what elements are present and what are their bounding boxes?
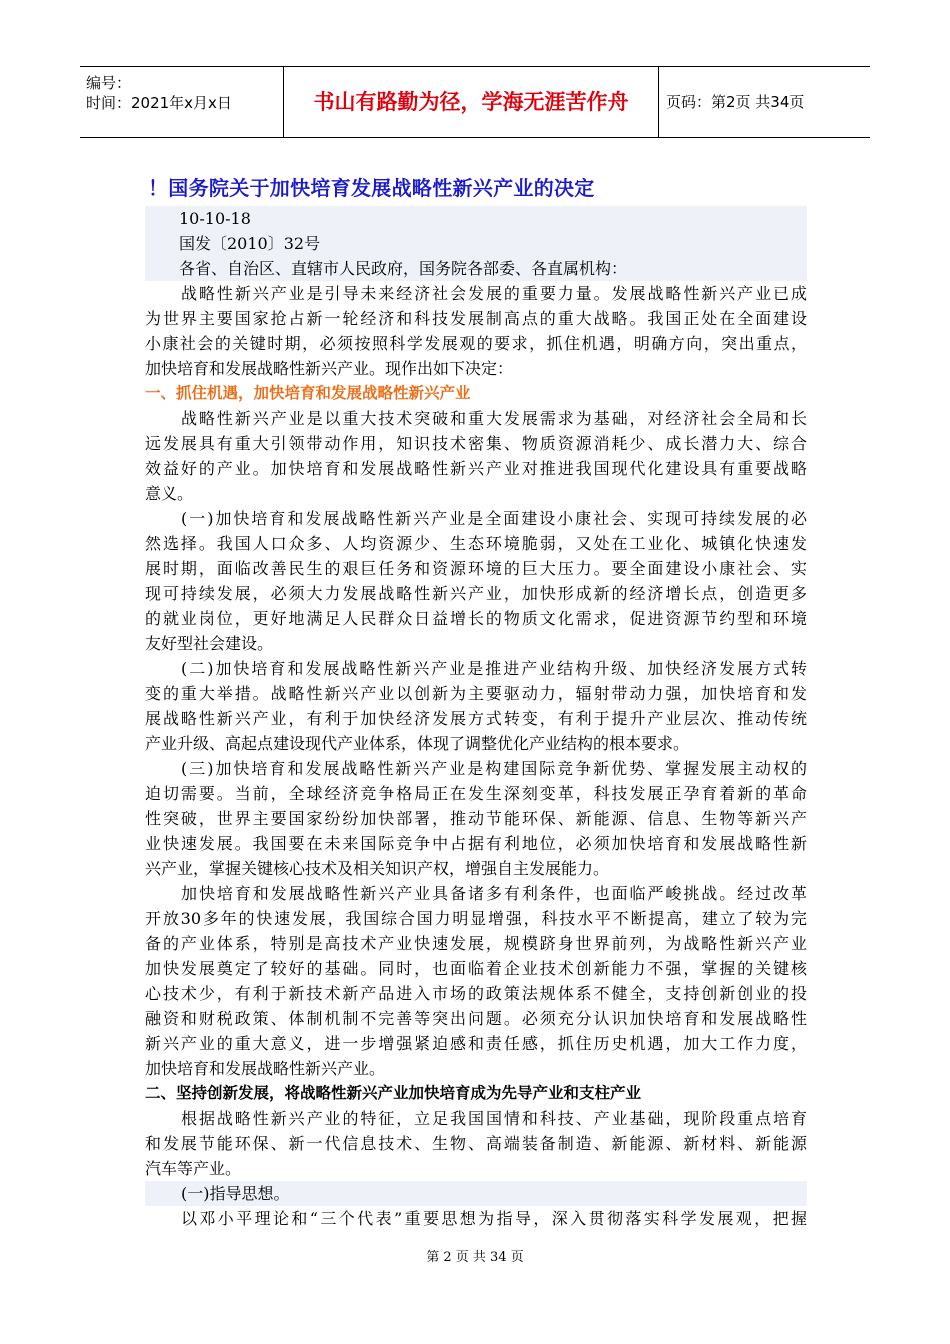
text-line: 的就业岗位，更好地满足人民群众日益增长的物质文化需求，促进资源节约型和环境 <box>145 609 807 628</box>
text-line: 远发展具有重大引领带动作用，知识技术密集、物质资源消耗少、成长潜力大、综合 <box>145 434 807 453</box>
section-heading-2: 二、坚持创新发展，将战略性新兴产业加快培育成为先导产业和支柱产业 <box>145 1084 642 1102</box>
paragraph <box>145 756 807 881</box>
document-title: ！国务院关于加快培育发展战略性新兴产业的决定 <box>148 176 595 200</box>
paragraph <box>145 1206 807 1231</box>
text-line: 战略性新兴产业是以重大技术突破和重大发展需求为基础，对经济社会全局和长 <box>181 409 807 428</box>
header-motto: 书山有路勤为径，学海无涯苦作舟 <box>313 90 629 114</box>
text-line: 汽车等产业。 <box>145 1159 242 1178</box>
document-body <box>145 206 807 1231</box>
paragraph <box>145 506 807 656</box>
subheading-guiding-ideology: (一)指导思想。 <box>145 1181 807 1206</box>
text-line: 展时期，面临改善民生的艰巨任务和资源环境的巨大压力。要全面建设小康社会、实 <box>145 559 807 578</box>
text-line: 融资和财税政策、体制机制不完善等突出问题。必须充分认识加快培育和发展战略性 <box>145 1009 807 1028</box>
text-line: 加快培育和发展战略性新兴产业。 <box>145 1059 386 1078</box>
text-line: 产业升级、高起点建设现代产业体系，体现了调整优化产业结构的根本要求。 <box>145 734 690 753</box>
text-line: (三)加快培育和发展战略性新兴产业是构建国际竞争新优势、掌握发展主动权的 <box>181 759 807 778</box>
text-line: 新兴产业的重大意义，进一步增强紧迫感和责任感，抓住历史机遇，加大工作力度， <box>145 1034 807 1053</box>
paragraph <box>145 406 807 506</box>
text-line: 加快培育和发展战略性新兴产业。现作出如下决定： <box>145 359 514 378</box>
text-line: 备的产业体系，特别是高技术产业快速发展，规模跻身世界前列，为战略性新兴产业 <box>145 934 807 953</box>
text-line: 意义。 <box>145 484 194 503</box>
text-line: 心技术少，有利于新技术新产品进入市场的政策法规体系不健全，支持创新创业的投 <box>145 984 807 1003</box>
text-line: 加快发展奠定了较好的基础。同时，也面临着企业技术创新能力不强，掌握的关键核 <box>145 959 807 978</box>
page-header <box>80 66 870 138</box>
paragraph <box>145 656 807 756</box>
text-line: 小康社会的关键时期，必须按照科学发展观的要求，抓住机遇，明确方向，突出重点， <box>145 334 807 353</box>
text-line: 开放30多年的快速发展，我国综合国力明显增强，科技水平不断提高，建立了较为完 <box>145 909 807 928</box>
text-line: 业快速发展。我国要在未来国际竞争中占据有利地位，必须加快培育和发展战略性新 <box>145 834 807 853</box>
text-line: 和发展节能环保、新一代信息技术、生物、高端装备制造、新能源、新材料、新能源 <box>145 1134 807 1153</box>
text-line: 变的重大举措。战略性新兴产业以创新为主要驱动力，辐射带动力强，加快培育和发 <box>145 684 807 703</box>
document-number-label: 编号： <box>86 74 132 92</box>
intro-paragraph <box>145 281 807 381</box>
document-number: 国发〔2010〕32号 <box>145 231 807 256</box>
paragraph <box>145 881 807 1081</box>
text-line: 展战略性新兴产业，有利于加快经济发展方式转变，有利于提升产业层次、推动传统 <box>145 709 807 728</box>
text-line: 迫切需要。当前，全球经济竞争格局正在发生深刻变革，科技发展正孕育着新的革命 <box>145 784 807 803</box>
addressee: 各省、自治区、直辖市人民政府，国务院各部委、各直属机构： <box>145 256 807 281</box>
document-date: 10-10-18 <box>145 206 807 231</box>
header-left-cell <box>86 73 282 113</box>
paragraph <box>145 1106 807 1181</box>
page-footer: 第 2 页 共 34 页 <box>426 1250 524 1265</box>
document-date-label: 时间：2021年x月x日 <box>86 94 232 112</box>
text-line: 友好型社会建设。 <box>145 634 274 653</box>
text-line: 效益好的产业。加快培育和发展战略性新兴产业对推进我国现代化建设具有重要战略 <box>145 459 807 478</box>
text-line: 为世界主要国家抢占新一轮经济和科技发展制高点的重大战略。我国正处在全面建设 <box>145 309 807 328</box>
text-line: 性突破，世界主要国家纷纷加快部署，推动节能环保、新能源、信息、生物等新兴产 <box>145 809 807 828</box>
text-line: 现可持续发展，必须大力发展战略性新兴产业，加快形成新的经济增长点，创造更多 <box>145 584 807 603</box>
header-page-info: 页码：第2页 共34页 <box>666 93 805 111</box>
text-line: 根据战略性新兴产业的特征，立足我国国情和科技、产业基础，现阶段重点培育 <box>181 1109 807 1128</box>
text-line: 战略性新兴产业是引导未来经济社会发展的重要力量。发展战略性新兴产业已成 <box>181 284 807 303</box>
section-heading-1: 一、抓住机遇，加快培育和发展战略性新兴产业 <box>145 384 471 402</box>
text-line: (二)加快培育和发展战略性新兴产业是推进产业结构升级、加快经济发展方式转 <box>181 659 807 678</box>
text-line: 加快培育和发展战略性新兴产业具备诸多有利条件，也面临严峻挑战。经过改革 <box>181 884 807 903</box>
text-line: 以邓小平理论和“三个代表”重要思想为指导，深入贯彻落实科学发展观，把握 <box>181 1209 807 1228</box>
text-line: 兴产业，掌握关键核心技术及相关知识产权，增强自主发展能力。 <box>145 859 610 878</box>
text-line: (一)加快培育和发展战略性新兴产业是全面建设小康社会、实现可持续发展的必 <box>181 509 807 528</box>
text-line: 然选择。我国人口众多、人均资源少、生态环境脆弱，又处在工业化、城镇化快速发 <box>145 534 807 553</box>
header-divider <box>658 67 659 137</box>
